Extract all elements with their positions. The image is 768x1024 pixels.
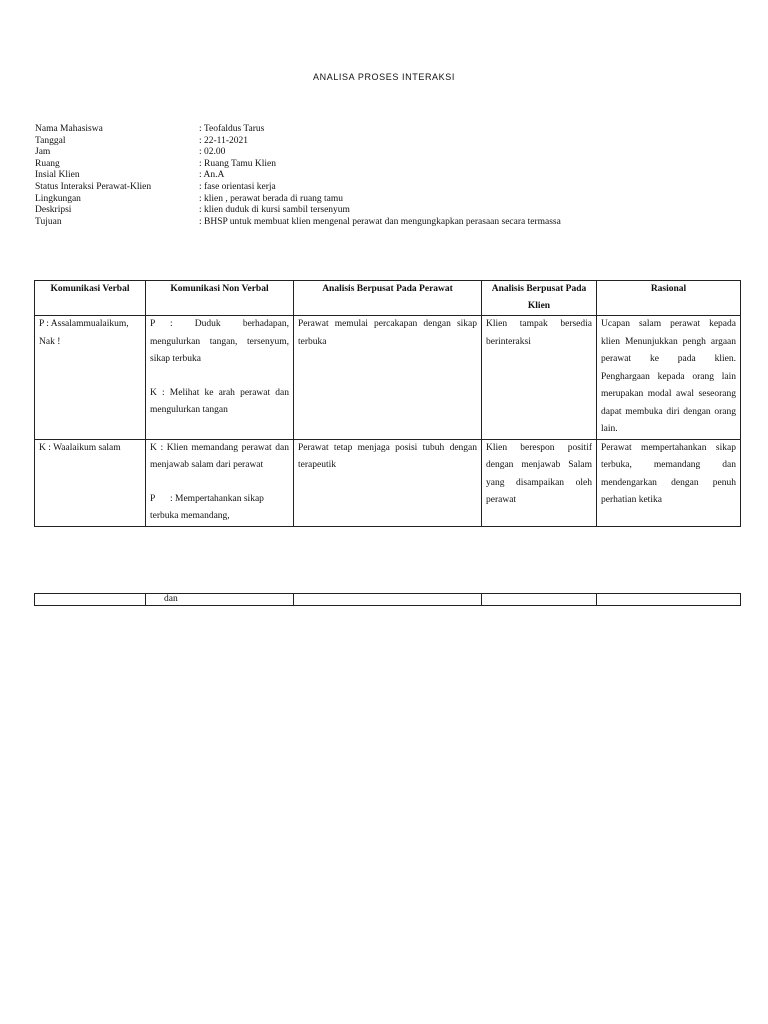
info-label: Nama Mahasiswa: [35, 124, 103, 134]
cell-nurse-analysis: [294, 594, 482, 606]
info-label: Lingkungan: [35, 193, 81, 204]
cell-client-analysis: Klien tampak bersedia berinteraksi: [482, 316, 597, 440]
interaction-analysis-table: [34, 280, 741, 527]
info-row-description: [35, 205, 755, 217]
cell-client-analysis: Klien berespon positif dengan menjawab Salam yang disampaikan oleh perawat: [482, 439, 597, 526]
cell-verbal: [35, 594, 146, 606]
info-value: : BHSP untuk membuat klien mengenal perawat dan mengungkapkan perasaan secara termassa: [199, 216, 561, 227]
interaction-analysis-table-continued: [34, 593, 741, 606]
cell-verbal: [35, 316, 146, 440]
cell-client-analysis: [482, 594, 597, 606]
verbal-text: P : Assalammualaikum, Nak !: [39, 319, 129, 347]
interaction-info: [35, 124, 755, 228]
header-verbal: Komunikasi Verbal: [35, 281, 146, 316]
cell-nonverbal: [146, 439, 294, 526]
info-value: : 02.00: [199, 147, 226, 158]
info-row-client-initial: [35, 170, 755, 182]
nonverbal-nurse-label: P: [150, 319, 156, 329]
cell-nonverbal: [146, 594, 294, 606]
info-label: Status Interaksi Perawat-Klien: [35, 181, 152, 192]
info-value: : 22-11-2021: [199, 135, 248, 146]
header-nurse-analysis: Analisis Berpusat Pada Perawat: [294, 281, 482, 316]
nonverbal-nurse-text: : Mempertahankan sikap terbuka memandang,: [150, 493, 264, 521]
header-rationale: Rasional: [597, 281, 741, 316]
cell-nonverbal: [146, 316, 294, 440]
info-row-goal: [35, 217, 755, 229]
info-label: Tujuan: [35, 216, 62, 227]
cell-nurse-analysis: Perawat tetap menjaga posisi tubuh dengan terapeutik: [294, 439, 482, 526]
header-client-analysis: Analisis Berpusat Pada Klien: [482, 281, 597, 316]
info-row-interaction-status: [35, 182, 755, 194]
cell-rationale: Ucapan salam perawat kepada klien Menunjukkan pengh argaan perawat ke pada klien. Penghargaan kepada orang lain merupakan modal awal seseorang dapat membuka diri dengan orang lain.: [597, 316, 741, 440]
cell-rationale: [597, 594, 741, 606]
info-label: Insial Klien: [35, 170, 80, 181]
info-row-time: [35, 147, 755, 159]
nonverbal-continued-text: dan: [164, 594, 178, 604]
document-title: ANALISA PROSES INTERAKSI: [313, 72, 455, 82]
info-label: Jam: [35, 147, 51, 158]
table-row: [35, 316, 741, 440]
table-row: [35, 594, 741, 606]
info-value: : Teofaldus Tarus: [199, 124, 265, 134]
info-value: : Ruang Tamu Klien: [199, 158, 276, 169]
nonverbal-nurse-label: P: [150, 493, 156, 504]
nonverbal-nurse: [150, 491, 289, 526]
verbal-text: K : Waalaikum salam: [39, 442, 121, 453]
nonverbal-nurse-text: : Duduk berhadapan, mengulurkan tangan, tersenyum, sikap terbuka: [150, 319, 289, 364]
info-row-environment: [35, 194, 755, 206]
info-label: Tanggal: [35, 135, 66, 146]
info-value: : fase orientasi kerja: [199, 181, 276, 192]
info-row-student-name: [35, 124, 755, 136]
nonverbal-client: K : Melihat ke arah perawat dan mengulurkan tangan: [150, 387, 289, 415]
info-row-date: [35, 136, 755, 148]
table-header-row: [35, 281, 741, 316]
cell-rationale: Perawat mempertahankan sikap terbuka, memandang dan mendengarkan dengan penuh perhatian ketika: [597, 439, 741, 526]
header-nonverbal: Komunikasi Non Verbal: [146, 281, 294, 316]
info-label: Deskripsi: [35, 205, 72, 216]
info-value: : klien , perawat berada di ruang tamu: [199, 193, 344, 204]
info-row-room: [35, 159, 755, 171]
nonverbal-nurse: [150, 316, 289, 369]
cell-verbal: [35, 439, 146, 526]
cell-nurse-analysis: Perawat memulai percakapan dengan sikap terbuka: [294, 316, 482, 440]
info-value: : klien duduk di kursi sambil tersenyum: [199, 205, 350, 216]
table-row: [35, 439, 741, 526]
nonverbal-client: K : Klien memandang perawat dan menjawab salam dari perawat: [150, 442, 289, 470]
info-label: Ruang: [35, 158, 60, 169]
info-value: : An.A: [199, 170, 225, 181]
